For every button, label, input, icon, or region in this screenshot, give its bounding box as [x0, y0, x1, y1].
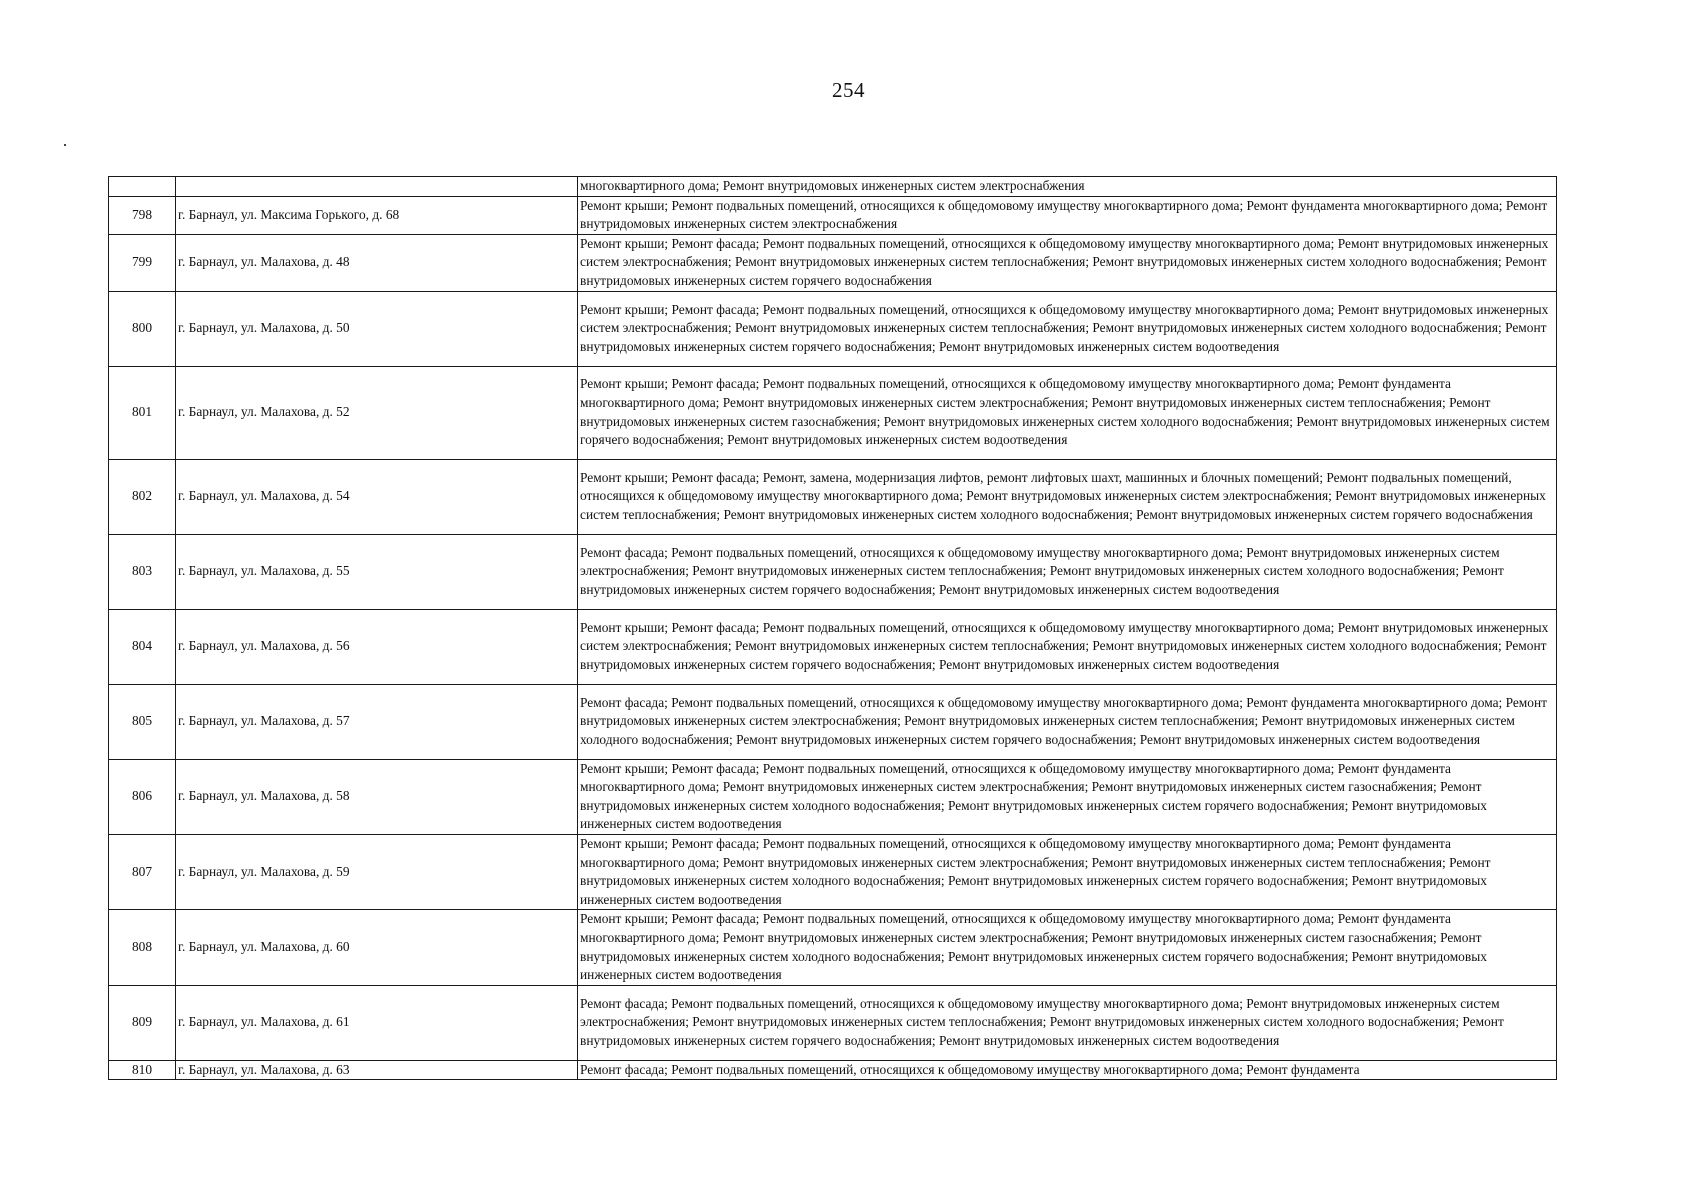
registry-table	[108, 176, 1557, 1080]
row-address: г. Барнаул, ул. Малахова, д. 57	[176, 684, 578, 759]
row-address: г. Барнаул, ул. Малахова, д. 48	[176, 234, 578, 291]
row-works: Ремонт фасада; Ремонт подвальных помещений, относящихся к общедомовому имуществу многоквартирного дома; Ремонт фундамента	[578, 1060, 1557, 1080]
row-works: Ремонт крыши; Ремонт фасада; Ремонт подвальных помещений, относящихся к общедомовому имуществу многоквартирного дома; Ремонт фундамента многоквартирного дома; Ремонт внутридомовых инженерных систем электроснабжения; Ремонт внутридомовых инженерных систем газоснабжения; Ремонт внутридомовых инженерных систем холодного водоснабжения; Ремонт внутридомовых инженерных систем горячего водоснабжения; Ремонт внутридомовых инженерных систем водоотведения	[578, 759, 1557, 834]
row-address: г. Барнаул, ул. Максима Горького, д. 68	[176, 196, 578, 234]
row-works: Ремонт фасада; Ремонт подвальных помещений, относящихся к общедомовому имуществу многоквартирного дома; Ремонт фундамента многоквартирного дома; Ремонт внутридомовых инженерных систем электроснабжения; Ремонт внутридомовых инженерных систем теплоснабжения; Ремонт внутридомовых инженерных систем холодного водоснабжения; Ремонт внутридомовых инженерных систем горячего водоснабжения; Ремонт внутридомовых инженерных систем водоотведения	[578, 684, 1557, 759]
row-works: Ремонт крыши; Ремонт фасада; Ремонт подвальных помещений, относящихся к общедомовому имуществу многоквартирного дома; Ремонт внутридомовых инженерных систем электроснабжения; Ремонт внутридомовых инженерных систем теплоснабжения; Ремонт внутридомовых инженерных систем холодного водоснабжения; Ремонт внутридомовых инженерных систем горячего водоснабжения; Ремонт внутридомовых инженерных систем водоотведения	[578, 291, 1557, 366]
row-works: многоквартирного дома; Ремонт внутридомовых инженерных систем электроснабжения	[578, 177, 1557, 197]
row-number: 808	[109, 910, 176, 985]
row-works: Ремонт крыши; Ремонт фасада; Ремонт подвальных помещений, относящихся к общедомовому имуществу многоквартирного дома; Ремонт фундамента многоквартирного дома; Ремонт внутридомовых инженерных систем электроснабжения; Ремонт внутридомовых инженерных систем теплоснабжения; Ремонт внутридомовых инженерных систем холодного водоснабжения; Ремонт внутридомовых инженерных систем горячего водоснабжения; Ремонт внутридомовых инженерных систем водоотведения	[578, 834, 1557, 909]
row-address: г. Барнаул, ул. Малахова, д. 54	[176, 459, 578, 534]
row-number: 805	[109, 684, 176, 759]
row-address: г. Барнаул, ул. Малахова, д. 61	[176, 985, 578, 1060]
row-number: 802	[109, 459, 176, 534]
table-row	[109, 684, 1557, 759]
row-number: 800	[109, 291, 176, 366]
row-address: г. Барнаул, ул. Малахова, д. 63	[176, 1060, 578, 1080]
row-address: г. Барнаул, ул. Малахова, д. 56	[176, 609, 578, 684]
row-works: Ремонт крыши; Ремонт фасада; Ремонт подвальных помещений, относящихся к общедомовому имуществу многоквартирного дома; Ремонт внутридомовых инженерных систем электроснабжения; Ремонт внутридомовых инженерных систем теплоснабжения; Ремонт внутридомовых инженерных систем холодного водоснабжения; Ремонт внутридомовых инженерных систем горячего водоснабжения	[578, 234, 1557, 291]
row-works: Ремонт фасада; Ремонт подвальных помещений, относящихся к общедомовому имуществу многоквартирного дома; Ремонт внутридомовых инженерных систем электроснабжения; Ремонт внутридомовых инженерных систем теплоснабжения; Ремонт внутридомовых инженерных систем холодного водоснабжения; Ремонт внутридомовых инженерных систем горячего водоснабжения; Ремонт внутридомовых инженерных систем водоотведения	[578, 534, 1557, 609]
row-number: 801	[109, 366, 176, 459]
row-number: 810	[109, 1060, 176, 1080]
registry-table-body	[109, 177, 1557, 1080]
row-address: г. Барнаул, ул. Малахова, д. 52	[176, 366, 578, 459]
row-address: г. Барнаул, ул. Малахова, д. 59	[176, 834, 578, 909]
row-address	[176, 177, 578, 197]
row-works: Ремонт крыши; Ремонт фасада; Ремонт подвальных помещений, относящихся к общедомовому имуществу многоквартирного дома; Ремонт фундамента многоквартирного дома; Ремонт внутридомовых инженерных систем электроснабжения; Ремонт внутридомовых инженерных систем теплоснабжения; Ремонт внутридомовых инженерных систем газоснабжения; Ремонт внутридомовых инженерных систем холодного водоснабжения; Ремонт внутридомовых инженерных систем горячего водоснабжения; Ремонт внутридомовых инженерных систем водоотведения	[578, 366, 1557, 459]
row-address: г. Барнаул, ул. Малахова, д. 50	[176, 291, 578, 366]
row-number	[109, 177, 176, 197]
table-row	[109, 234, 1557, 291]
row-address: г. Барнаул, ул. Малахова, д. 55	[176, 534, 578, 609]
table-row	[109, 759, 1557, 834]
table-row	[109, 196, 1557, 234]
table-row	[109, 177, 1557, 197]
page-number: 254	[832, 78, 865, 102]
row-number: 798	[109, 196, 176, 234]
row-number: 809	[109, 985, 176, 1060]
table-row	[109, 1060, 1557, 1080]
row-number: 799	[109, 234, 176, 291]
table-row	[109, 366, 1557, 459]
scan-artifact	[64, 144, 66, 146]
table-row	[109, 834, 1557, 909]
row-works: Ремонт крыши; Ремонт подвальных помещений, относящихся к общедомовому имуществу многоквартирного дома; Ремонт фундамента многоквартирного дома; Ремонт внутридомовых инженерных систем электроснабжения	[578, 196, 1557, 234]
row-number: 807	[109, 834, 176, 909]
table-row	[109, 985, 1557, 1060]
table-row	[109, 459, 1557, 534]
row-works: Ремонт крыши; Ремонт фасада; Ремонт подвальных помещений, относящихся к общедомовому имуществу многоквартирного дома; Ремонт фундамента многоквартирного дома; Ремонт внутридомовых инженерных систем электроснабжения; Ремонт внутридомовых инженерных систем газоснабжения; Ремонт внутридомовых инженерных систем холодного водоснабжения; Ремонт внутридомовых инженерных систем горячего водоснабжения; Ремонт внутридомовых инженерных систем водоотведения	[578, 910, 1557, 985]
row-address: г. Барнаул, ул. Малахова, д. 58	[176, 759, 578, 834]
row-works: Ремонт фасада; Ремонт подвальных помещений, относящихся к общедомовому имуществу многоквартирного дома; Ремонт внутридомовых инженерных систем электроснабжения; Ремонт внутридомовых инженерных систем теплоснабжения; Ремонт внутридомовых инженерных систем холодного водоснабжения; Ремонт внутридомовых инженерных систем горячего водоснабжения; Ремонт внутридомовых инженерных систем водоотведения	[578, 985, 1557, 1060]
row-address: г. Барнаул, ул. Малахова, д. 60	[176, 910, 578, 985]
table-row	[109, 291, 1557, 366]
row-number: 803	[109, 534, 176, 609]
row-works: Ремонт крыши; Ремонт фасада; Ремонт, замена, модернизация лифтов, ремонт лифтовых шахт, машинных и блочных помещений; Ремонт подвальных помещений, относящихся к общедомовому имуществу многоквартирного дома; Ремонт внутридомовых инженерных систем электроснабжения; Ремонт внутридомовых инженерных систем теплоснабжения; Ремонт внутридомовых инженерных систем холодного водоснабжения; Ремонт внутридомовых инженерных систем горячего водоснабжения	[578, 459, 1557, 534]
table-row	[109, 910, 1557, 985]
table-row	[109, 609, 1557, 684]
row-works: Ремонт крыши; Ремонт фасада; Ремонт подвальных помещений, относящихся к общедомовому имуществу многоквартирного дома; Ремонт внутридомовых инженерных систем электроснабжения; Ремонт внутридомовых инженерных систем теплоснабжения; Ремонт внутридомовых инженерных систем холодного водоснабжения; Ремонт внутридомовых инженерных систем горячего водоснабжения; Ремонт внутридомовых инженерных систем водоотведения	[578, 609, 1557, 684]
table-row	[109, 534, 1557, 609]
row-number: 806	[109, 759, 176, 834]
row-number: 804	[109, 609, 176, 684]
